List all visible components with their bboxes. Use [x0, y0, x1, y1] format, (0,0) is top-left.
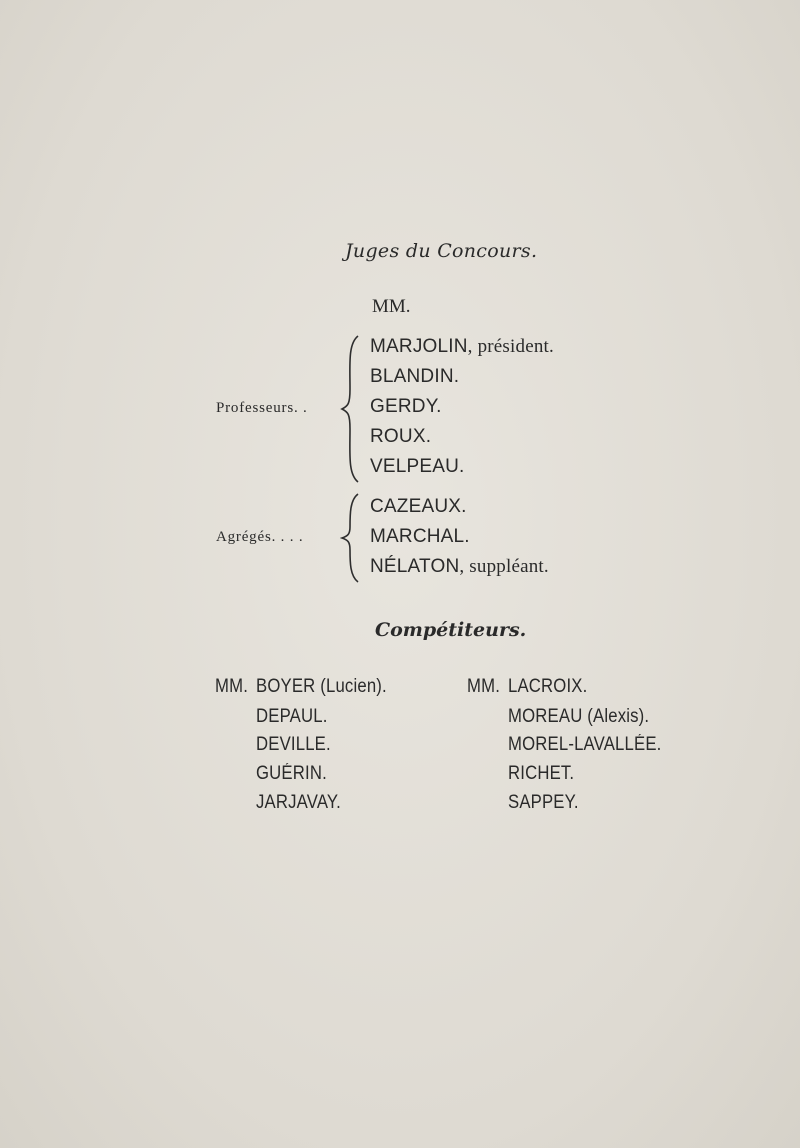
agrege-name: MARCHAL. — [370, 526, 470, 547]
professeur-row — [370, 366, 459, 388]
agreges-brace — [340, 492, 366, 584]
competiteurs-heading: Compétiteurs. — [375, 619, 527, 641]
competiteur-name: JARJAVAY. — [256, 792, 341, 813]
agreges-label: Agrégés. . . . — [216, 529, 304, 545]
professeur-row — [370, 456, 465, 478]
professeur-role: , président. — [467, 336, 554, 357]
competiteur-name: RICHET. — [508, 763, 575, 784]
professeur-name: GERDY. — [370, 396, 442, 417]
agrege-name: NÉLATON — [370, 556, 460, 577]
competiteur-name: SAPPEY. — [508, 792, 579, 813]
professeur-row — [370, 336, 554, 358]
competiteur-name: BOYER (Lucien). — [256, 676, 387, 697]
agrege-name: CAZEAUX. — [370, 496, 467, 517]
professeur-name: ROUX. — [370, 426, 432, 447]
agrege-row — [370, 526, 470, 548]
professeur-name: MARJOLIN — [370, 336, 468, 357]
juges-heading: Juges du Concours. — [345, 240, 538, 262]
competiteurs-left-prefix: MM. — [215, 676, 249, 697]
professeur-row — [370, 426, 431, 448]
competiteur-name: GUÉRIN. — [256, 763, 327, 784]
competiteur-name: MOREAU (Alexis). — [508, 706, 650, 727]
agrege-row — [370, 496, 467, 518]
competiteurs-right-prefix: MM. — [467, 676, 501, 697]
professeur-name: VELPEAU. — [370, 456, 465, 477]
professeur-name: BLANDIN. — [370, 366, 460, 387]
professeurs-label: Professeurs. . — [216, 400, 308, 416]
competiteur-name: DEVILLE. — [256, 734, 331, 755]
competiteur-name: LACROIX. — [508, 676, 588, 697]
competiteur-name: MOREL-LAVALLÉE. — [508, 734, 662, 755]
professeurs-brace — [340, 334, 366, 484]
agrege-row — [370, 556, 549, 578]
competiteur-name: DEPAUL. — [256, 706, 328, 727]
mm-label: MM. — [372, 296, 411, 317]
professeur-row — [370, 396, 442, 418]
agrege-role: , suppléant. — [459, 556, 549, 577]
